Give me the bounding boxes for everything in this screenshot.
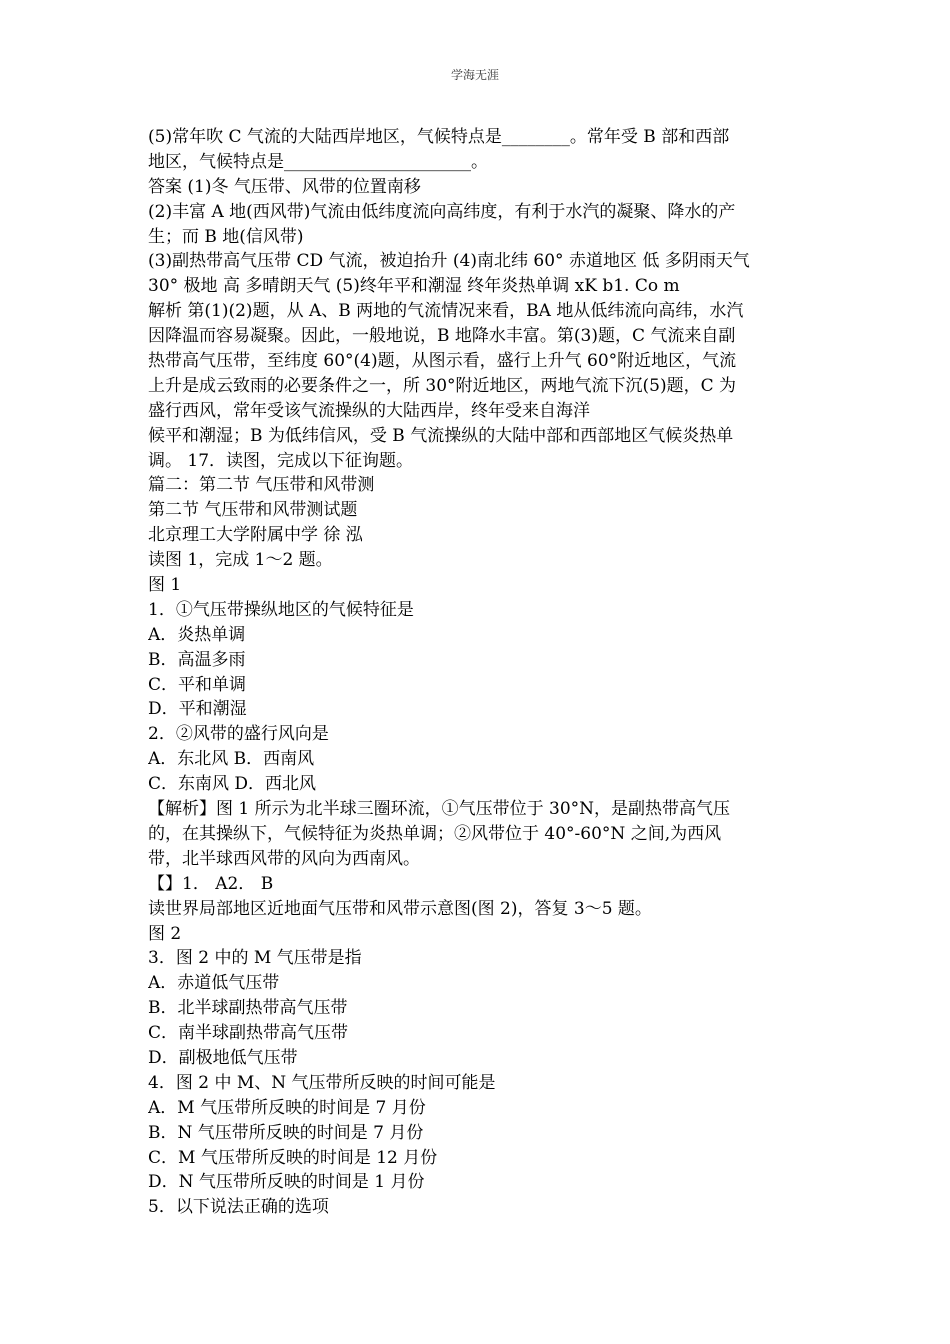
figure-label: 图 1 <box>148 575 182 596</box>
question-4: 4．图 2 中 M、N 气压带所反映的时间可能是 <box>148 1072 496 1093</box>
figure-label: 图 2 <box>148 923 182 944</box>
section-title: 第二节 气压带和风带测试题 <box>148 500 358 521</box>
text-line: 读世界局部地区近地面气压带和风带示意图(图 2)，答复 3～5 题。 <box>148 898 652 919</box>
option-ab: A．东北风 B．西南风 <box>148 749 315 770</box>
text-line: 盛行西风，常年受该气流操纵的大陆西岸，终年受来自海洋 <box>148 400 590 421</box>
text-line: 地区，气候特点是______________________。 <box>148 151 488 172</box>
text-line: 解析 第(1)(2)题，从 A、B 两地的气流情况来看，BA 地从低纬流向高纬，水汽 <box>148 301 744 322</box>
text-line: 调。 17．读图，完成以下征询题。 <box>148 450 414 471</box>
section-title: 篇二：第二节 气压带和风带测 <box>148 475 375 496</box>
text-line: 因降温而容易凝聚。因此，一般地说，B 地降水丰富。第(3)题，C 气流来自副 <box>148 326 736 347</box>
question-1: 1．①气压带操纵地区的气候特征是 <box>148 599 414 620</box>
option-a: A．M 气压带所反映的时间是 7 月份 <box>148 1097 426 1118</box>
answer-line: 【】1． A2． B <box>148 873 274 894</box>
text-line: 热带高气压带，至纬度 60°(4)题，从图示看，盛行上升气 60°附近地区，气流 <box>148 351 737 372</box>
option-a: A．炎热单调 <box>148 624 246 645</box>
text-line: (5)常年吹 C 气流的大陆西岸地区，气候特点是________。常年受 B 部和西部 <box>148 127 730 147</box>
question-3: 3．图 2 中的 M 气压带是指 <box>148 948 362 969</box>
page-header: 学海无涯 <box>450 68 499 82</box>
text-line: 候平和潮湿；B 为低纬信风，受 B 气流操纵的大陆中部和西部地区气候炎热单 <box>148 425 734 446</box>
option-c: C．南半球副热带高气压带 <box>148 1023 349 1044</box>
document-body <box>148 125 808 1220</box>
option-a: A．赤道低气压带 <box>148 973 280 994</box>
option-d: D．副极地低气压带 <box>148 1047 298 1068</box>
option-b: B．北半球副热带高气压带 <box>148 998 348 1019</box>
text-line: 30° 极地 高 多晴朗天气 (5)终年平和潮湿 终年炎热单调 xK b1. Co m <box>148 276 680 297</box>
analysis-line: 带，北半球西风带的风向为西南风。 <box>148 848 420 869</box>
text-line: 答案 (1)冬 气压带、风带的位置南移 <box>148 176 421 197</box>
option-b: B．N 气压带所反映的时间是 7 月份 <box>148 1122 424 1143</box>
question-5: 5．以下说法正确的选项 <box>148 1197 329 1218</box>
option-b: B．高温多雨 <box>148 649 246 670</box>
option-d: D．平和潮湿 <box>148 699 247 720</box>
option-cd: C．东南风 D．西北风 <box>148 774 317 795</box>
analysis-line: 【解析】图 1 所示为北半球三圈环流，①气压带位于 30°N，是副热带高气压 <box>148 799 731 820</box>
text-line: 上升是成云致雨的必要条件之一，所 30°附近地区，两地气流下沉(5)题，C 为 <box>148 375 737 396</box>
text-line: 读图 1，完成 1～2 题。 <box>148 550 333 571</box>
text-line: 生；而 B 地(信风带) <box>148 226 304 247</box>
text-line: (3)副热带高气压带 CD 气流，被迫抬升 (4)南北纬 60° 赤道地区 低 多阴雨天气 <box>148 251 750 272</box>
option-c: C．M 气压带所反映的时间是 12 月份 <box>148 1147 438 1168</box>
option-c: C．平和单调 <box>148 674 247 695</box>
text-line: (2)丰富 A 地(西风带)气流由低纬度流向高纬度，有利于水汽的凝聚、降水的产 <box>148 201 736 222</box>
author-line: 北京理工大学附属中学 徐 泓 <box>148 525 363 546</box>
question-2: 2．②风带的盛行风向是 <box>148 724 329 745</box>
option-d: D．N 气压带所反映的时间是 1 月份 <box>148 1172 425 1193</box>
analysis-line: 的，在其操纵下，气候特征为炎热单调；②风带位于 40°-60°N 之间,为西风 <box>148 823 722 844</box>
